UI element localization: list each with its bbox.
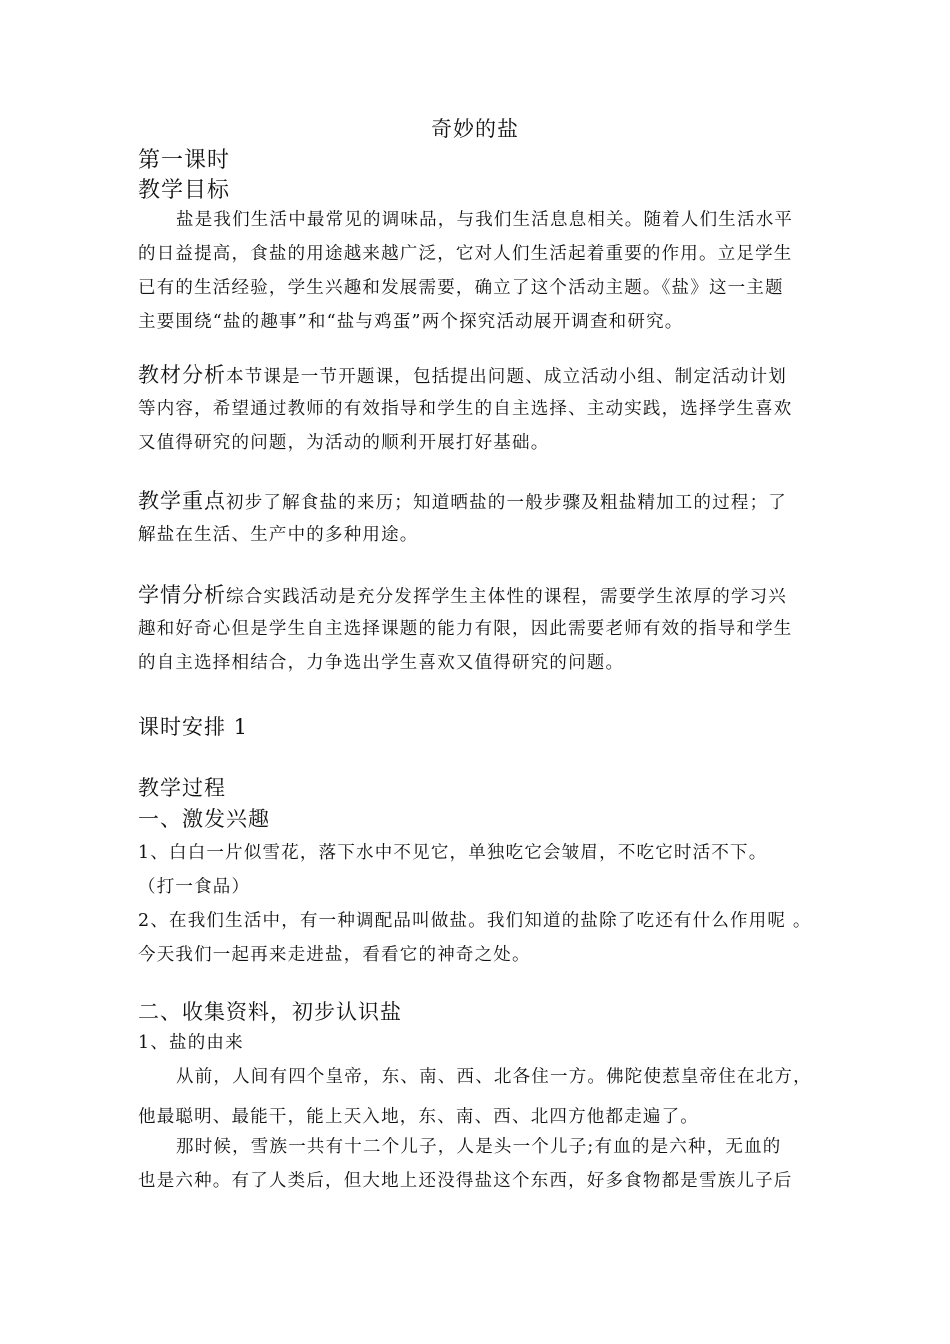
material-analysis-line: 又值得研究的问题，为活动的顺利开展打好基础。 — [138, 433, 550, 453]
document-title: 奇妙的盐 — [431, 117, 519, 141]
student-analysis-line: 综合实践活动是充分发挥学生主体性的课程，需要学生浓厚的学习兴 — [226, 587, 787, 607]
teaching-focus-paragraph — [138, 484, 828, 552]
process-heading: 教学过程 — [138, 776, 226, 800]
goal-line: 已有的生活经验，学生兴趣和发展需要，确立了这个活动主题。《盐》这一主题 — [138, 278, 784, 298]
story-line: 那时候，雪族一共有十二个儿子，人是头一个儿子;有血的是六种，无血的 — [176, 1137, 782, 1157]
story-line: 从前，人间有四个皇帝，东、南、西、北各住一方。佛陀使惹皇帝住在北方， — [176, 1067, 812, 1087]
teaching-focus-line: 解盐在生活、生产中的多种用途。 — [138, 525, 419, 545]
step1-line: 2、在我们生活中，有一种调配品叫做盐。我们知道的盐除了吃还有什么作用呢 。 — [138, 911, 812, 931]
material-analysis-line: 本节课是一节开题课，包括提出问题、成立活动小组、制定活动计划 — [226, 367, 787, 387]
step1-line: 1、白白一片似雪花，落下水中不见它，单独吃它会皱眉，不吃它时活不下。 — [138, 843, 768, 863]
student-analysis-line: 的自主选择相结合，力争选出学生喜欢又值得研究的问题。 — [138, 653, 625, 673]
schedule-heading: 课时安排 1 — [138, 715, 249, 739]
story-line: 也是六种。有了人类后，但大地上还没得盐这个东西，好多食物都是雪族儿子后 — [138, 1171, 793, 1191]
teaching-focus-label: 教学重点 — [138, 489, 226, 513]
goal-paragraph — [138, 203, 828, 339]
step1-heading: 一、激发兴趣 — [138, 807, 270, 831]
goal-line: 盐是我们生活中最常见的调味品，与我们生活息息相关。随着人们生活水平 — [176, 210, 794, 230]
material-analysis-line: 等内容，希望通过教师的有效指导和学生的自主选择、主动实践，选择学生喜欢 — [138, 399, 793, 419]
student-analysis-label: 学情分析 — [138, 583, 226, 607]
step1-line: （打一食品） — [138, 877, 251, 897]
story-paragraph-2 — [138, 1130, 828, 1198]
lesson-heading: 第一课时 — [138, 148, 231, 173]
story-paragraph-1 — [138, 1060, 828, 1134]
goal-heading: 教学目标 — [138, 178, 231, 203]
student-analysis-paragraph — [138, 578, 828, 680]
step1-content — [138, 836, 828, 972]
goal-line: 主要围绕“盐的趣事”和“盐与鸡蛋”两个探究活动展开调查和研究。 — [138, 312, 684, 332]
step2-subheading: 1、盐的由来 — [138, 1033, 244, 1053]
teaching-focus-line: 初步了解食盐的来历；知道晒盐的一般步骤及粗盐精加工的过程；了 — [226, 493, 787, 513]
story-line: 他最聪明、最能干，能上天入地，东、南、西、北四方他都走遍了。 — [138, 1107, 699, 1127]
step1-line: 今天我们一起再来走进盐，看看它的神奇之处。 — [138, 945, 531, 965]
student-analysis-line: 趣和好奇心但是学生自主选择课题的能力有限，因此需要老师有效的指导和学生 — [138, 619, 793, 639]
step2-heading: 二、收集资料，初步认识盐 — [138, 1000, 402, 1024]
material-analysis-label: 教材分析 — [138, 363, 226, 387]
goal-line: 的日益提高，食盐的用途越来越广泛，它对人们生活起着重要的作用。立足学生 — [138, 244, 793, 264]
material-analysis-paragraph — [138, 358, 828, 460]
